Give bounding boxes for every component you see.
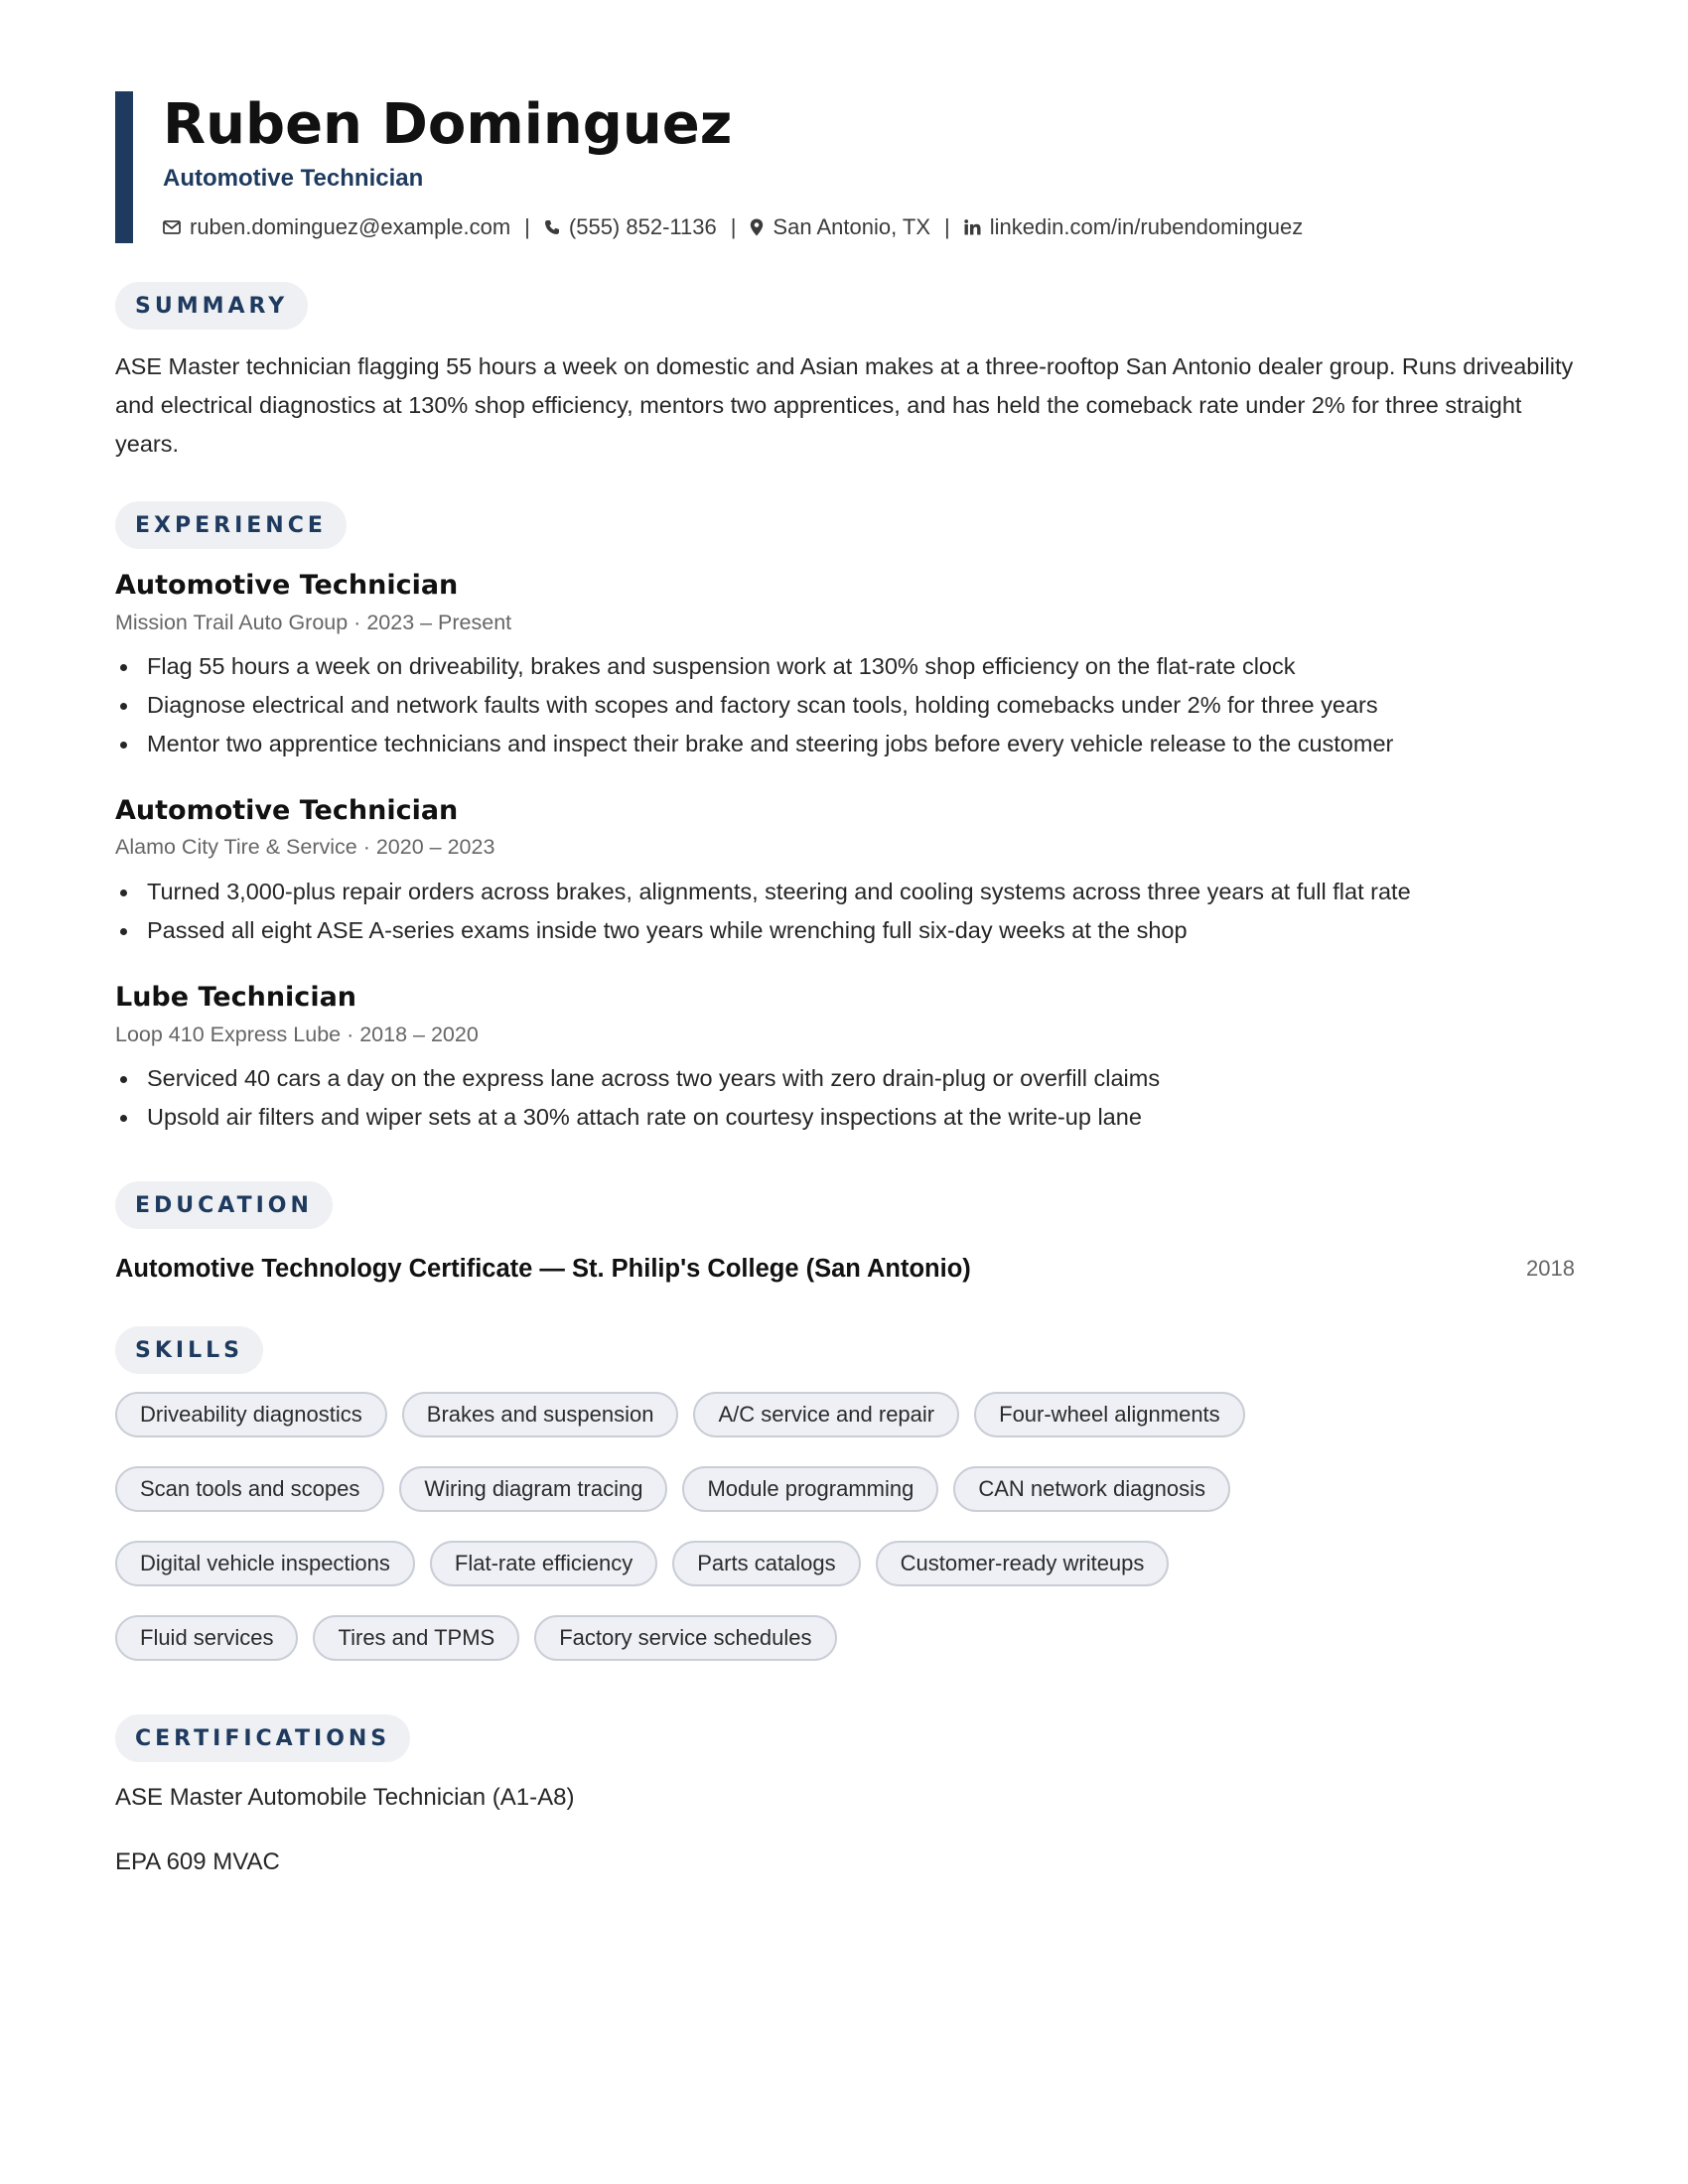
certification-item: EPA 609 MVAC: [115, 1848, 280, 1875]
contact-location: [750, 214, 930, 240]
bullet-item: Serviced 40 cars a day on the express lane across two years with zero drain-plug or overfill claims: [115, 1059, 1585, 1098]
job-meta: Alamo City Tire & Service · 2020 – 2023: [115, 835, 495, 859]
summary-text: ASE Master technician flagging 55 hours a week on domestic and Asian makes at a three-rooftop San Antonio dealer group. Runs driveability and electrical diagnostics at 130% shop efficiency, mentors two apprentices, and has held the comeback rate under 2% for three straight years.: [115, 353, 1574, 457]
education-entry: [115, 1249, 1575, 1289]
location-pin-icon: [750, 218, 764, 236]
job-title: Automotive Technician: [115, 570, 459, 601]
header-accent-bar: [115, 91, 133, 243]
skill-chip: Brakes and suspension: [402, 1392, 679, 1437]
education-title: Automotive Technology Certificate — St. Philip's College (San Antonio): [115, 1254, 971, 1283]
candidate-role: Automotive Technician: [163, 165, 424, 192]
skill-chip: Module programming: [682, 1466, 938, 1512]
skill-row: [115, 1615, 1585, 1661]
bullet-item: Flag 55 hours a week on driveability, brakes and suspension work at 130% shop efficiency on the flat-rate clock: [115, 647, 1585, 686]
skill-chip: CAN network diagnosis: [953, 1466, 1230, 1512]
education-year: 2018: [1526, 1256, 1575, 1281]
job-bullets: [115, 1059, 1585, 1137]
bullet-item: Passed all eight ASE A-series exams inside two years while wrenching full six-day weeks at the shop: [115, 911, 1585, 950]
job-title: Automotive Technician: [115, 795, 459, 826]
envelope-icon: [163, 220, 181, 234]
contact-separator: |: [944, 214, 950, 239]
certification-item: ASE Master Automobile Technician (A1-A8): [115, 1784, 575, 1811]
phone-text: (555) 852-1136: [568, 214, 717, 239]
resume-header: [115, 91, 1585, 243]
bullet-item: Upsold air filters and wiper sets at a 30% attach rate on courtesy inspections at the write-up lane: [115, 1098, 1585, 1137]
email-text: ruben.dominguez@example.com: [190, 214, 511, 239]
contact-phone[interactable]: [544, 214, 717, 240]
skill-chip: Scan tools and scopes: [115, 1466, 384, 1512]
skill-chip: Tires and TPMS: [313, 1615, 519, 1661]
linkedin-text: linkedin.com/in/rubendominguez: [989, 214, 1304, 239]
skill-chip: Parts catalogs: [672, 1541, 860, 1586]
section-heading-experience: EXPERIENCE: [115, 501, 347, 549]
candidate-name: Ruben Dominguez: [163, 92, 733, 157]
skill-chip: Driveability diagnostics: [115, 1392, 387, 1437]
job-title: Lube Technician: [115, 982, 357, 1013]
job-meta: Loop 410 Express Lube · 2018 – 2020: [115, 1023, 479, 1046]
skill-chip: Factory service schedules: [534, 1615, 836, 1661]
job-bullets: [115, 873, 1585, 950]
location-text: San Antonio, TX: [773, 214, 931, 239]
skill-chip: Flat-rate efficiency: [430, 1541, 657, 1586]
section-heading-skills: SKILLS: [115, 1326, 263, 1374]
job-bullets: [115, 647, 1585, 763]
bullet-item: Mentor two apprentice technicians and inspect their brake and steering jobs before every vehicle release to the customer: [115, 725, 1585, 763]
skill-row: [115, 1392, 1585, 1437]
skill-chip: Wiring diagram tracing: [399, 1466, 667, 1512]
contact-separator: |: [730, 214, 737, 239]
bullet-item: Diagnose electrical and network faults with scopes and factory scan tools, holding comebacks under 2% for three years: [115, 686, 1585, 725]
phone-icon: [544, 219, 560, 235]
section-heading-summary: SUMMARY: [115, 282, 308, 330]
section-heading-certifications: CERTIFICATIONS: [115, 1714, 410, 1762]
contact-email[interactable]: [163, 214, 510, 240]
section-heading-education: EDUCATION: [115, 1181, 333, 1229]
contact-line: [163, 210, 1303, 244]
skill-chip: Four-wheel alignments: [974, 1392, 1245, 1437]
skills-list: [115, 1392, 1585, 1690]
linkedin-icon: [964, 219, 981, 235]
job-meta: Mission Trail Auto Group · 2023 – Present: [115, 611, 512, 634]
skill-row: [115, 1466, 1585, 1512]
skill-chip: A/C service and repair: [693, 1392, 959, 1437]
skill-chip: Fluid services: [115, 1615, 298, 1661]
contact-linkedin[interactable]: [964, 214, 1304, 240]
bullet-item: Turned 3,000-plus repair orders across brakes, alignments, steering and cooling systems across three years at full flat rate: [115, 873, 1585, 911]
skill-chip: Digital vehicle inspections: [115, 1541, 415, 1586]
contact-separator: |: [524, 214, 530, 239]
skill-row: [115, 1541, 1585, 1586]
skill-chip: Customer-ready writeups: [876, 1541, 1170, 1586]
